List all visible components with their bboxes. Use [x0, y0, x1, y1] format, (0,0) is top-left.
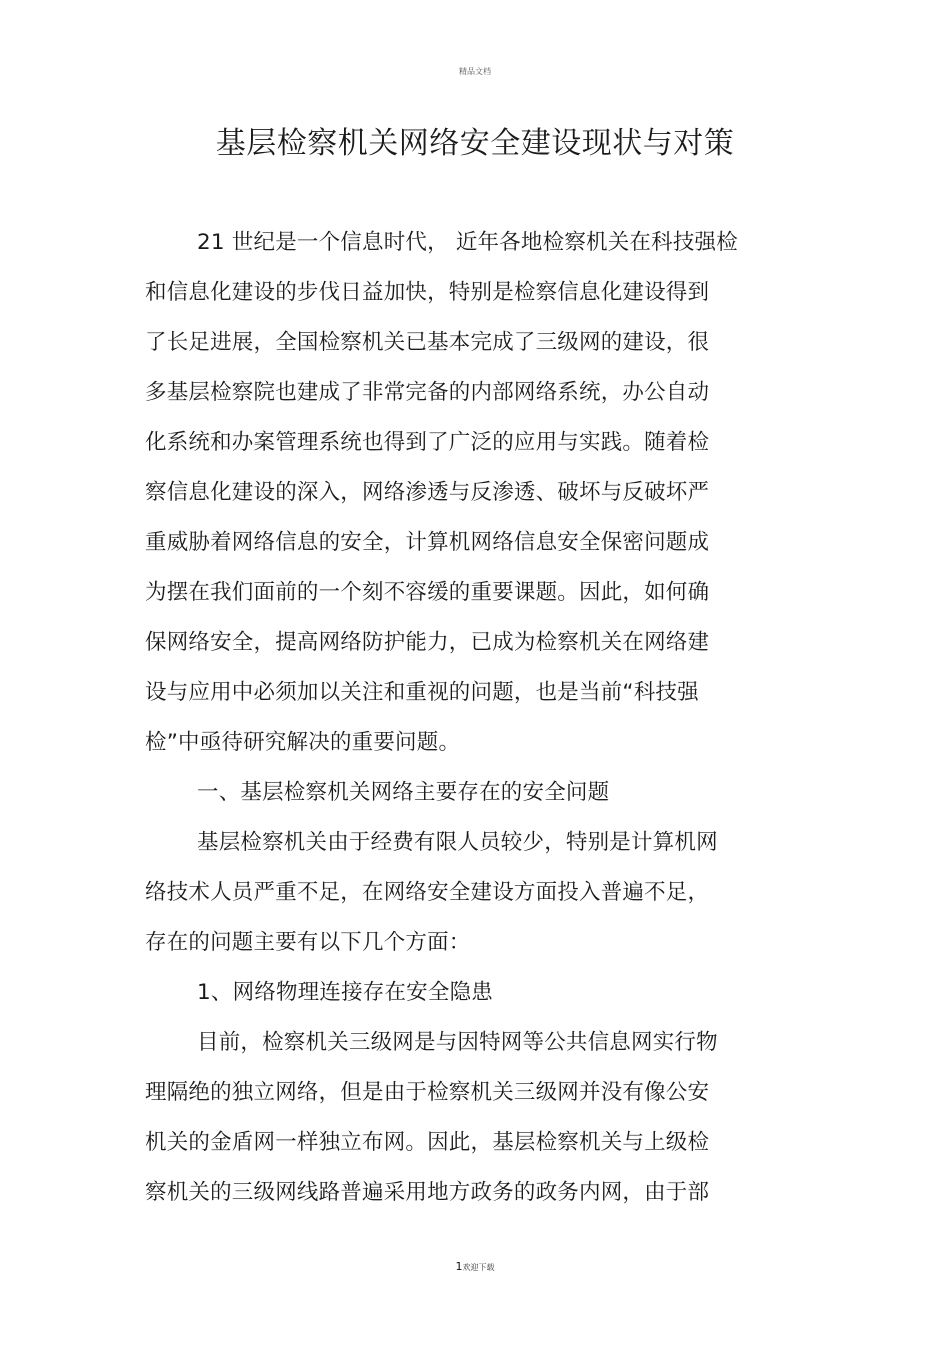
- body-line: 一、基层检察机关网络主要存在的安全问题: [197, 780, 610, 805]
- body-line: 和信息化建设的步伐日益加快，特别是检察信息化建设得到: [145, 280, 710, 305]
- body-line: 察信息化建设的深入，网络渗透与反渗透、破坏与反破坏严: [145, 480, 710, 505]
- body-line: 多基层检察院也建成了非常完备的内部网络系统，办公自动: [145, 380, 710, 405]
- footer-caption: 欢迎下载: [462, 1263, 495, 1272]
- document-title: 基层检察机关网络安全建设现状与对策: [215, 126, 735, 161]
- body-line: 了长足进展，全国检察机关已基本完成了三级网的建设，很: [145, 330, 710, 355]
- body-line: 目前，检察机关三级网是与因特网等公共信息网实行物: [197, 1030, 718, 1055]
- body-line: 重威胁着网络信息的安全，计算机网络信息安全保密问题成: [145, 530, 710, 555]
- body-line: 化系统和办案管理系统也得到了广泛的应用与实践。随着检: [145, 430, 710, 455]
- body-line: 存在的问题主要有以下几个方面：: [145, 930, 471, 955]
- body-line: 设与应用中必须加以关注和重视的问题，也是当前“科技强: [145, 680, 699, 705]
- document-body: [145, 218, 785, 1218]
- body-line: 察机关的三级网线路普遍采用地方政务的政务内网，由于部: [145, 1180, 710, 1205]
- body-line: 机关的金盾网一样独立布网。因此，基层检察机关与上级检: [145, 1130, 710, 1155]
- body-line: 21 世纪是一个信息时代， 近年各地检察机关在科技强检: [197, 230, 738, 255]
- body-line: 检”中亟待研究解决的重要问题。: [145, 730, 461, 755]
- body-line: 保网络安全，提高网络防护能力，已成为检察机关在网络建: [145, 630, 710, 655]
- page-header-mark: 精品文档: [459, 67, 491, 76]
- page-number: 1: [455, 1260, 463, 1273]
- body-line: 理隔绝的独立网络，但是由于检察机关三级网并没有像公安: [145, 1080, 710, 1105]
- body-line: 络技术人员严重不足，在网络安全建设方面投入普遍不足，: [145, 880, 710, 905]
- body-line: 基层检察机关由于经费有限人员较少，特别是计算机网: [197, 830, 718, 855]
- body-line: 为摆在我们面前的一个刻不容缓的重要课题。因此，如何确: [145, 580, 710, 605]
- page-footer: [0, 1260, 950, 1273]
- body-line: 1、网络物理连接存在安全隐患: [197, 980, 493, 1005]
